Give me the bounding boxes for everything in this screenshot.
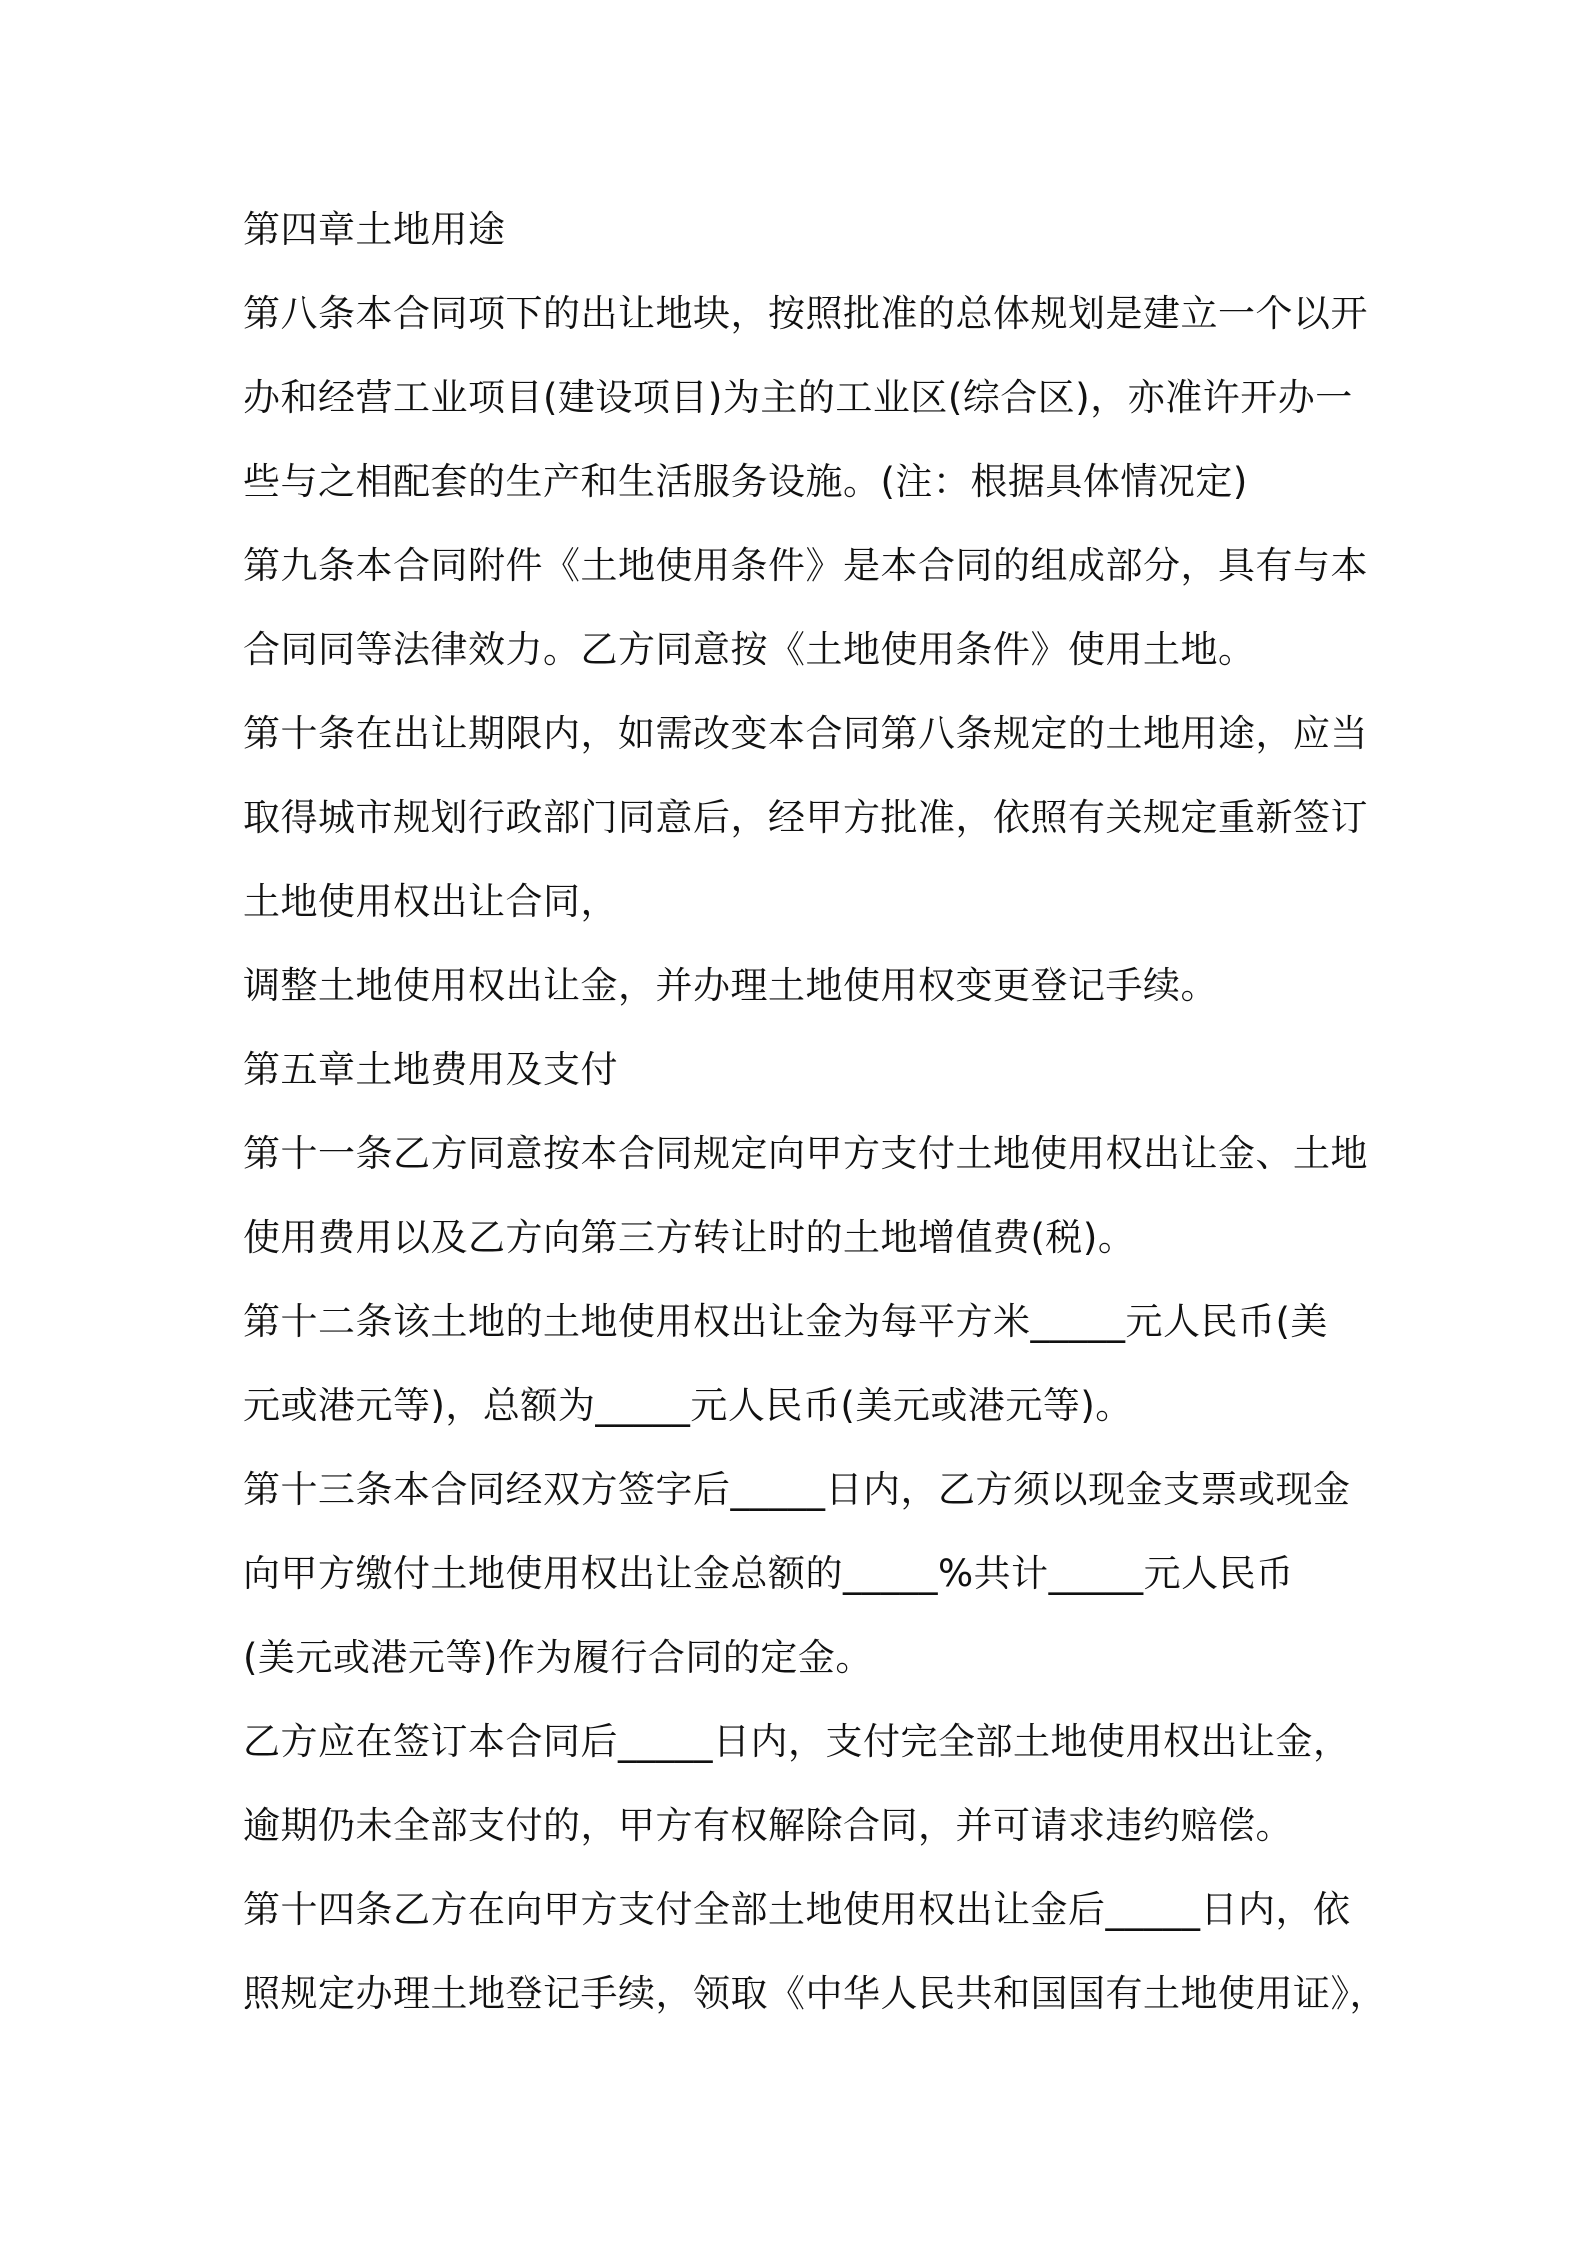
article-8-line-2: 办和经营工业项目(建设项目)为主的工业区(综合区)，亦准许开办一 bbox=[243, 376, 1353, 419]
payment-clause-line-1: 乙方应在签订本合同后_____日内，支付完全部土地使用权出让金， bbox=[243, 1720, 1351, 1763]
article-8-line-1: 第八条本合同项下的出让地块，按照批准的总体规划是建立一个以开 bbox=[243, 292, 1368, 335]
article-10-line-3: 土地使用权出让合同， bbox=[243, 880, 618, 923]
chapter-heading-5: 第五章土地费用及支付 bbox=[243, 1048, 618, 1091]
article-13-line-1: 第十三条本合同经双方签字后_____日内，乙方须以现金支票或现金 bbox=[243, 1468, 1351, 1511]
article-11-line-2: 使用费用以及乙方向第三方转让时的土地增值费(税)。 bbox=[243, 1216, 1136, 1259]
article-12-line-1: 第十二条该土地的土地使用权出让金为每平方米_____元人民币(美 bbox=[243, 1300, 1328, 1343]
article-9-line-1: 第九条本合同附件《土地使用条件》是本合同的组成部分，具有与本 bbox=[243, 544, 1368, 587]
chapter-heading-4: 第四章土地用途 bbox=[243, 208, 506, 251]
article-10-line-2: 取得城市规划行政部门同意后，经甲方批准，依照有关规定重新签订 bbox=[243, 796, 1368, 839]
article-10-line-1: 第十条在出让期限内，如需改变本合同第八条规定的土地用途，应当 bbox=[243, 712, 1368, 755]
article-13-line-3: (美元或港元等)作为履行合同的定金。 bbox=[243, 1636, 873, 1679]
document-body bbox=[243, 200, 1387, 2048]
article-10-line-4: 调整土地使用权出让金，并办理土地使用权变更登记手续。 bbox=[243, 964, 1218, 1007]
payment-clause-line-2: 逾期仍未全部支付的，甲方有权解除合同，并可请求违约赔偿。 bbox=[243, 1804, 1293, 1847]
article-14-line-1: 第十四条乙方在向甲方支付全部土地使用权出让金后_____日内，依 bbox=[243, 1888, 1351, 1931]
article-13-line-2: 向甲方缴付土地使用权出让金总额的_____%共计_____元人民币 bbox=[243, 1552, 1294, 1595]
article-12-line-2: 元或港元等)，总额为_____元人民币(美元或港元等)。 bbox=[243, 1384, 1133, 1427]
article-11-line-1: 第十一条乙方同意按本合同规定向甲方支付土地使用权出让金、土地 bbox=[243, 1132, 1368, 1175]
article-8-line-3: 些与之相配套的生产和生活服务设施。(注：根据具体情况定) bbox=[243, 460, 1248, 503]
article-14-line-2: 照规定办理土地登记手续，领取《中华人民共和国国有土地使用证》， bbox=[243, 1972, 1387, 2015]
article-9-line-2: 合同同等法律效力。乙方同意按《土地使用条件》使用土地。 bbox=[243, 628, 1256, 671]
